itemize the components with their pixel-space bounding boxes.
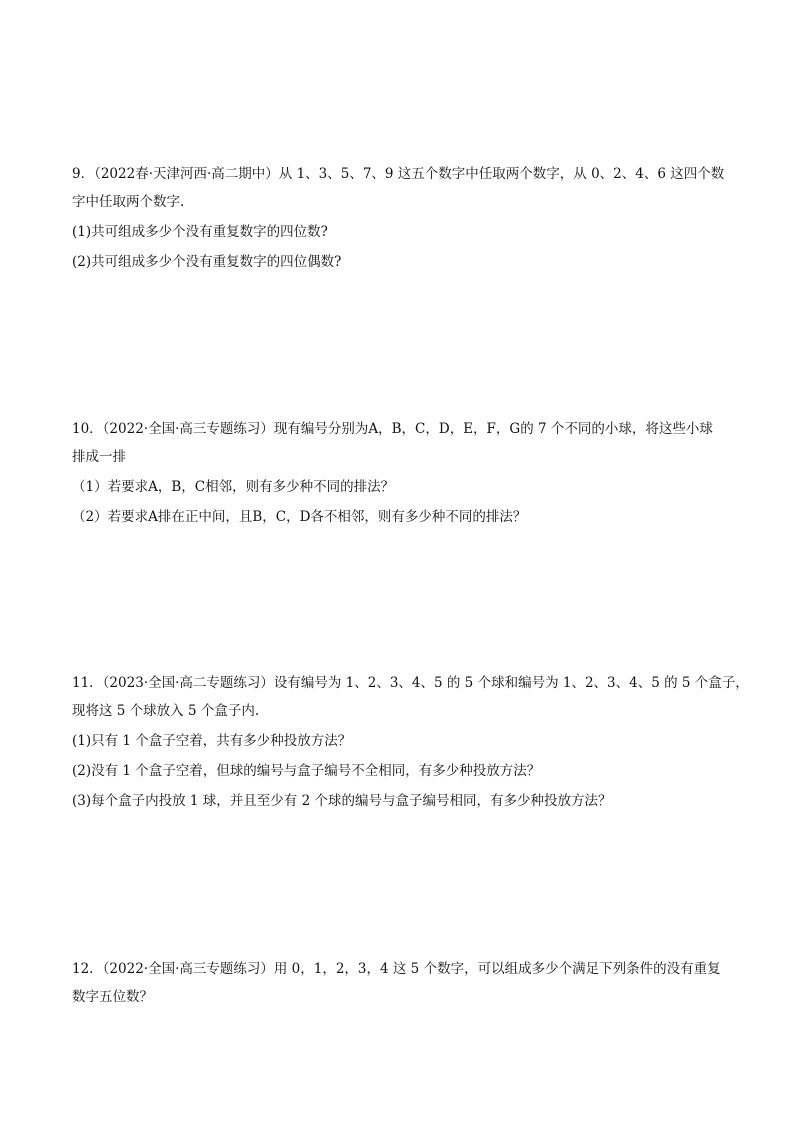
problem-9-part-1: (1)共可组成多少个没有重复数字的四位数?	[72, 224, 328, 240]
problem-9-part-2: (2)共可组成多少个没有重复数字的四位偶数?	[72, 254, 342, 270]
problem-10	[72, 420, 732, 527]
problem-9	[72, 165, 732, 272]
problem-10-part-1: （1）若要求A，B，C相邻，则有多少种不同的排法？	[72, 479, 395, 495]
problem-12	[72, 960, 732, 1007]
problem-10-stem-line-1: 10．（2022·全国·高三专题练习）现有编号分别为A，B，C，D，E，F，G的 7 个不同的小球，将这些小球	[72, 421, 713, 437]
problem-11-stem-line-1: 11．（2023·全国·高二专题练习）设有编号为 1、2、3、4、5 的 5 个球和编号为 1、2、3、4、5 的 5 个盒子，	[72, 675, 749, 691]
problem-10-stem-line-2: 排成一排	[72, 449, 126, 465]
problem-9-stem-line-1: 9．（2022春·天津河西·高二期中）从 1、3、5、7、9 这五个数字中任取两个数字，从 0、2、4、6 这四个数	[72, 166, 725, 182]
problem-11-part-3: (3)每个盒子内投放 1 球，并且至少有 2 个球的编号与盒子编号相同，有多少种投放方法？	[72, 793, 612, 809]
problem-9-stem-line-2: 字中任取两个数字.	[72, 194, 185, 210]
problem-12-stem-line-1: 12．（2022·全国·高三专题练习）用 0，1，2，3，4 这 5 个数字，可以组成多少个满足下列条件的没有重复	[72, 961, 721, 977]
problem-10-part-2: （2）若要求A排在正中间，且B，C，D各不相邻，则有多少种不同的排法？	[72, 509, 527, 525]
problem-11-part-2: (2)没有 1 个盒子空着，但球的编号与盒子编号不全相同，有多少种投放方法？	[72, 763, 541, 779]
problem-11	[72, 674, 749, 811]
problem-11-stem-line-2: 现将这 5 个球放入 5 个盒子内.	[72, 703, 260, 719]
problem-12-stem-line-2: 数字五位数？	[72, 989, 153, 1005]
problem-11-part-1: (1)只有 1 个盒子空着，共有多少种投放方法？	[72, 733, 352, 749]
